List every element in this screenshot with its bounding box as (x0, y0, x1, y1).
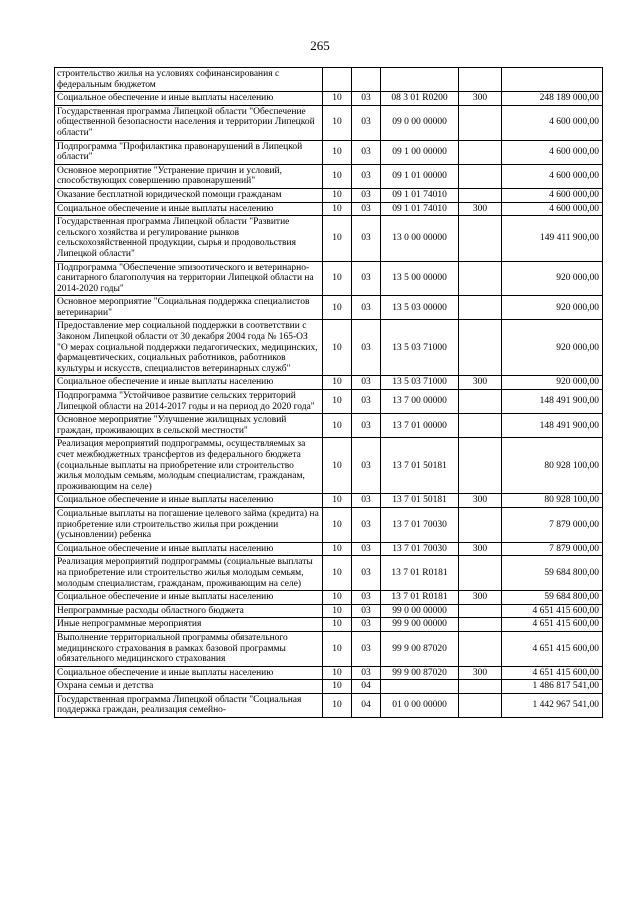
row-name-cell: Социальное обеспечение и иные выплаты населению (55, 542, 323, 556)
row-name-cell: Подпрограмма "Устойчивое развитие сельских территорий Липецкой области на 2014-2017 годы и на период до 2020 года" (55, 390, 323, 414)
row-subsection-cell: 03 (352, 414, 381, 438)
row-expense-type-cell (459, 618, 502, 632)
table-row (55, 188, 603, 202)
row-name-cell: Социальное обеспечение и иные выплаты населению (55, 202, 323, 216)
row-expense-type-cell (459, 105, 502, 140)
table-row (55, 591, 603, 605)
row-subsection-cell: 03 (352, 92, 381, 106)
row-section-cell: 10 (323, 631, 352, 666)
row-name-cell: Государственная программа Липецкой области "Социальная поддержка граждан, реализация семейно- (55, 693, 323, 717)
row-section-cell: 10 (323, 438, 352, 494)
row-target-article-cell (381, 680, 459, 694)
row-target-article-cell: 13 7 01 70030 (381, 507, 459, 542)
row-name-cell: Социальное обеспечение и иные выплаты населению (55, 666, 323, 680)
row-target-article-cell: 09 1 01 00000 (381, 164, 459, 188)
row-name-cell: строительство жилья на условиях софинансирования с федеральным бюджетом (55, 68, 323, 92)
budget-table-body (55, 68, 603, 718)
row-target-article-cell: 13 5 00 00000 (381, 261, 459, 296)
row-subsection-cell: 03 (352, 105, 381, 140)
table-row (55, 376, 603, 390)
table-row (55, 438, 603, 494)
row-subsection-cell: 04 (352, 680, 381, 694)
table-row (55, 164, 603, 188)
row-name-cell: Подпрограмма "Профилактика правонарушений в Липецкой области" (55, 140, 323, 164)
row-section-cell: 10 (323, 296, 352, 320)
row-name-cell: Предоставление мер социальной поддержки в соответствии с Законом Липецкой области от 30 декабря 2004 года № 165-ОЗ "О мерах социальной поддержки педагогических, медицинских, фармацевтических, социальных работников, работников культуры и искусств, специалистов ветеринарных служб" (55, 320, 323, 376)
row-expense-type-cell: 300 (459, 591, 502, 605)
row-expense-type-cell: 300 (459, 376, 502, 390)
row-amount-cell: 920 000,00 (502, 296, 603, 320)
row-expense-type-cell (459, 261, 502, 296)
row-expense-type-cell (459, 556, 502, 591)
row-amount-cell: 148 491 900,00 (502, 414, 603, 438)
table-row (55, 556, 603, 591)
row-section-cell: 10 (323, 414, 352, 438)
row-target-article-cell: 01 0 00 00000 (381, 693, 459, 717)
row-subsection-cell: 03 (352, 376, 381, 390)
row-name-cell: Социальное обеспечение и иные выплаты населению (55, 591, 323, 605)
row-amount-cell: 4 600 000,00 (502, 105, 603, 140)
row-section-cell: 10 (323, 188, 352, 202)
row-name-cell: Социальное обеспечение и иные выплаты населению (55, 494, 323, 508)
row-target-article-cell: 09 1 01 74010 (381, 202, 459, 216)
row-section-cell: 10 (323, 693, 352, 717)
row-expense-type-cell (459, 631, 502, 666)
row-target-article-cell: 13 7 00 00000 (381, 390, 459, 414)
row-name-cell: Государственная программа Липецкой области "Обеспечение общественной безопасности населения и территории Липецкой области" (55, 105, 323, 140)
row-target-article-cell: 13 5 03 71000 (381, 320, 459, 376)
row-target-article-cell: 13 7 01 00000 (381, 414, 459, 438)
row-name-cell: Основное мероприятие "Социальная поддержка специалистов ветеринарии" (55, 296, 323, 320)
row-section-cell: 10 (323, 92, 352, 106)
row-subsection-cell: 03 (352, 320, 381, 376)
table-row (55, 296, 603, 320)
row-subsection-cell: 03 (352, 494, 381, 508)
row-subsection-cell: 03 (352, 542, 381, 556)
row-amount-cell: 4 651 415 600,00 (502, 618, 603, 632)
row-subsection-cell: 04 (352, 693, 381, 717)
row-amount-cell: 59 684 800,00 (502, 556, 603, 591)
row-amount-cell (502, 68, 603, 92)
row-amount-cell: 4 651 415 600,00 (502, 631, 603, 666)
row-name-cell: Реализация мероприятий подпрограммы, осуществляемых за счет межбюджетных трансфертов из федерального бюджета (социальные выплаты на приобретение или строительство жилья молодым семьям, молодым специалистам, гражданам, проживающим на селе) (55, 438, 323, 494)
row-subsection-cell: 03 (352, 261, 381, 296)
row-amount-cell: 148 491 900,00 (502, 390, 603, 414)
table-row (55, 92, 603, 106)
row-expense-type-cell (459, 68, 502, 92)
row-subsection-cell: 03 (352, 216, 381, 261)
row-section-cell: 10 (323, 542, 352, 556)
row-target-article-cell (381, 68, 459, 92)
row-name-cell: Социальные выплаты на погашение целевого займа (кредита) на приобретение или строительство жилья при рождении (усыновлении) ребенка (55, 507, 323, 542)
row-amount-cell: 4 651 415 600,00 (502, 666, 603, 680)
row-expense-type-cell (459, 438, 502, 494)
row-expense-type-cell: 300 (459, 542, 502, 556)
table-row (55, 202, 603, 216)
row-name-cell: Социальное обеспечение и иные выплаты населению (55, 376, 323, 390)
row-name-cell: Подпрограмма "Обеспечение эпизоотического и ветеринарно-санитарного благополучия на территории Липецкой области на 2014-2020 годы" (55, 261, 323, 296)
row-expense-type-cell (459, 604, 502, 618)
row-name-cell: Непрограммные расходы областного бюджета (55, 604, 323, 618)
row-subsection-cell: 03 (352, 390, 381, 414)
row-section-cell: 10 (323, 105, 352, 140)
row-section-cell: 10 (323, 320, 352, 376)
row-target-article-cell: 99 9 00 00000 (381, 618, 459, 632)
row-expense-type-cell (459, 164, 502, 188)
table-row (55, 494, 603, 508)
row-section-cell: 10 (323, 556, 352, 591)
row-amount-cell: 59 684 800,00 (502, 591, 603, 605)
row-amount-cell: 7 879 000,00 (502, 542, 603, 556)
table-row (55, 390, 603, 414)
row-section-cell: 10 (323, 618, 352, 632)
row-section-cell: 10 (323, 140, 352, 164)
row-target-article-cell: 13 5 03 71000 (381, 376, 459, 390)
table-row (55, 631, 603, 666)
row-subsection-cell: 03 (352, 164, 381, 188)
row-subsection-cell: 03 (352, 140, 381, 164)
table-row (55, 542, 603, 556)
row-target-article-cell: 99 9 00 87020 (381, 666, 459, 680)
row-target-article-cell: 13 5 03 00000 (381, 296, 459, 320)
row-subsection-cell: 03 (352, 507, 381, 542)
row-expense-type-cell (459, 216, 502, 261)
row-target-article-cell: 08 3 01 R0200 (381, 92, 459, 106)
row-name-cell: Иные непрограммные мероприятия (55, 618, 323, 632)
table-row (55, 261, 603, 296)
row-name-cell: Охрана семьи и детства (55, 680, 323, 694)
row-expense-type-cell (459, 188, 502, 202)
table-row (55, 414, 603, 438)
row-expense-type-cell (459, 507, 502, 542)
row-amount-cell: 4 600 000,00 (502, 202, 603, 216)
row-name-cell: Основное мероприятие "Устранение причин и условий, способствующих совершению правонарушений" (55, 164, 323, 188)
row-section-cell: 10 (323, 376, 352, 390)
row-subsection-cell (352, 68, 381, 92)
row-expense-type-cell (459, 140, 502, 164)
row-expense-type-cell (459, 680, 502, 694)
row-subsection-cell: 03 (352, 438, 381, 494)
row-subsection-cell: 03 (352, 666, 381, 680)
row-expense-type-cell (459, 296, 502, 320)
row-expense-type-cell (459, 414, 502, 438)
row-subsection-cell: 03 (352, 296, 381, 320)
row-section-cell: 10 (323, 680, 352, 694)
table-row (55, 507, 603, 542)
row-target-article-cell: 13 7 01 R0181 (381, 556, 459, 591)
row-expense-type-cell (459, 693, 502, 717)
row-section-cell: 10 (323, 390, 352, 414)
row-section-cell: 10 (323, 261, 352, 296)
row-target-article-cell: 09 1 00 00000 (381, 140, 459, 164)
row-amount-cell: 80 928 100,00 (502, 438, 603, 494)
row-amount-cell: 1 486 817 541,00 (502, 680, 603, 694)
table-row (55, 693, 603, 717)
row-section-cell: 10 (323, 507, 352, 542)
table-row (55, 216, 603, 261)
row-target-article-cell: 13 7 01 R0181 (381, 591, 459, 605)
row-target-article-cell: 13 7 01 50181 (381, 494, 459, 508)
row-subsection-cell: 03 (352, 631, 381, 666)
row-target-article-cell: 13 0 00 00000 (381, 216, 459, 261)
row-target-article-cell: 09 0 00 00000 (381, 105, 459, 140)
table-row (55, 666, 603, 680)
table-row (55, 604, 603, 618)
row-amount-cell: 920 000,00 (502, 376, 603, 390)
row-target-article-cell: 99 9 00 87020 (381, 631, 459, 666)
row-expense-type-cell: 300 (459, 202, 502, 216)
page-number: 265 (310, 38, 330, 53)
row-amount-cell: 4 600 000,00 (502, 164, 603, 188)
row-subsection-cell: 03 (352, 618, 381, 632)
row-name-cell: Реализация мероприятий подпрограммы (социальные выплаты на приобретение или строительство жилья молодым семьям, молодым специалистам, гражданам, проживающим на селе) (55, 556, 323, 591)
row-subsection-cell: 03 (352, 604, 381, 618)
row-section-cell: 10 (323, 591, 352, 605)
row-section-cell: 10 (323, 202, 352, 216)
row-section-cell: 10 (323, 216, 352, 261)
table-row (55, 140, 603, 164)
row-target-article-cell: 09 1 01 74010 (381, 188, 459, 202)
row-amount-cell: 1 442 967 541,00 (502, 693, 603, 717)
row-section-cell (323, 68, 352, 92)
table-row (55, 105, 603, 140)
row-target-article-cell: 99 0 00 00000 (381, 604, 459, 618)
row-name-cell: Социальное обеспечение и иные выплаты населению (55, 92, 323, 106)
table-row (55, 68, 603, 92)
row-amount-cell: 80 928 100,00 (502, 494, 603, 508)
row-section-cell: 10 (323, 494, 352, 508)
row-name-cell: Выполнение территориальной программы обязательного медицинского страхования в рамках базовой программы обязательного медицинского страхования (55, 631, 323, 666)
row-amount-cell: 7 879 000,00 (502, 507, 603, 542)
budget-table (54, 67, 603, 718)
row-expense-type-cell: 300 (459, 666, 502, 680)
row-amount-cell: 920 000,00 (502, 320, 603, 376)
row-amount-cell: 4 600 000,00 (502, 140, 603, 164)
row-section-cell: 10 (323, 164, 352, 188)
table-row (55, 320, 603, 376)
row-subsection-cell: 03 (352, 202, 381, 216)
row-target-article-cell: 13 7 01 70030 (381, 542, 459, 556)
row-expense-type-cell (459, 390, 502, 414)
row-name-cell: Государственная программа Липецкой области "Развитие сельского хозяйства и регулирование рынков сельскохозяйственной продукции, сырья и продовольствия Липецкой области" (55, 216, 323, 261)
row-subsection-cell: 03 (352, 188, 381, 202)
row-expense-type-cell: 300 (459, 92, 502, 106)
table-row (55, 680, 603, 694)
row-expense-type-cell: 300 (459, 494, 502, 508)
row-amount-cell: 920 000,00 (502, 261, 603, 296)
row-amount-cell: 4 651 415 600,00 (502, 604, 603, 618)
row-amount-cell: 4 600 000,00 (502, 188, 603, 202)
row-amount-cell: 248 189 000,00 (502, 92, 603, 106)
row-subsection-cell: 03 (352, 591, 381, 605)
row-name-cell: Основное мероприятие "Улучшение жилищных условий граждан, проживающих в сельской местности" (55, 414, 323, 438)
row-target-article-cell: 13 7 01 50181 (381, 438, 459, 494)
row-section-cell: 10 (323, 666, 352, 680)
row-expense-type-cell (459, 320, 502, 376)
row-amount-cell: 149 411 900,00 (502, 216, 603, 261)
row-section-cell: 10 (323, 604, 352, 618)
table-row (55, 618, 603, 632)
row-subsection-cell: 03 (352, 556, 381, 591)
row-name-cell: Оказание бесплатной юридической помощи гражданам (55, 188, 323, 202)
